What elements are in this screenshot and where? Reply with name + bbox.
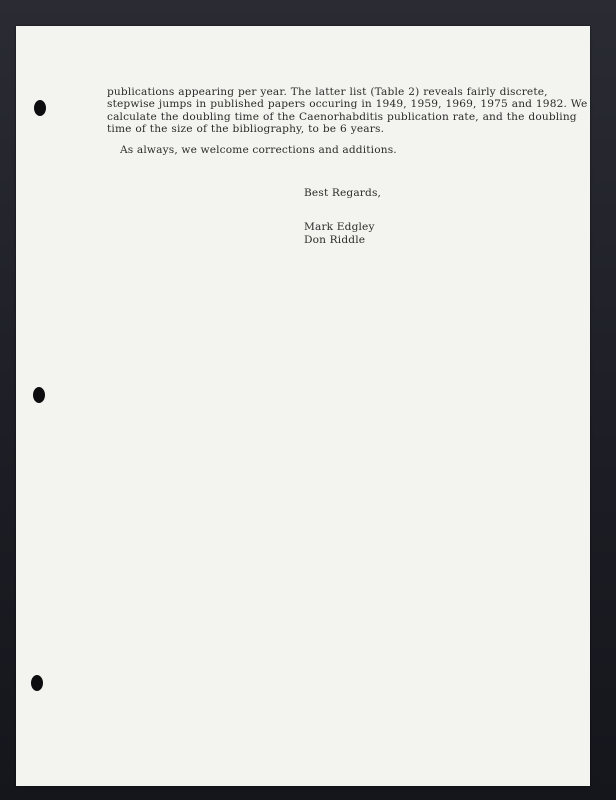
- paper-sheet: [16, 26, 590, 786]
- closing-salutation: Best Regards,: [304, 187, 382, 199]
- punch-hole-middle: [33, 387, 45, 403]
- body-paragraph-2: As always, we welcome corrections and additions.: [120, 144, 397, 156]
- body-paragraph-1: [107, 86, 588, 136]
- punch-hole-bottom: [31, 675, 43, 691]
- paragraph-line: stepwise jumps in published papers occuring in 1949, 1959, 1969, 1975 and 1982. We: [107, 98, 588, 111]
- paragraph-line: publications appearing per year. The latter list (Table 2) reveals fairly discrete,: [107, 86, 548, 98]
- signatory-name: Mark Edgley: [304, 221, 375, 233]
- paragraph-line: calculate the doubling time of the Caenorhabditis publication rate, and the doubling: [107, 110, 577, 123]
- paragraph-line: time of the size of the bibliography, to be 6 years.: [107, 123, 385, 136]
- punch-hole-top: [34, 100, 46, 116]
- signatory-name: Don Riddle: [304, 234, 366, 246]
